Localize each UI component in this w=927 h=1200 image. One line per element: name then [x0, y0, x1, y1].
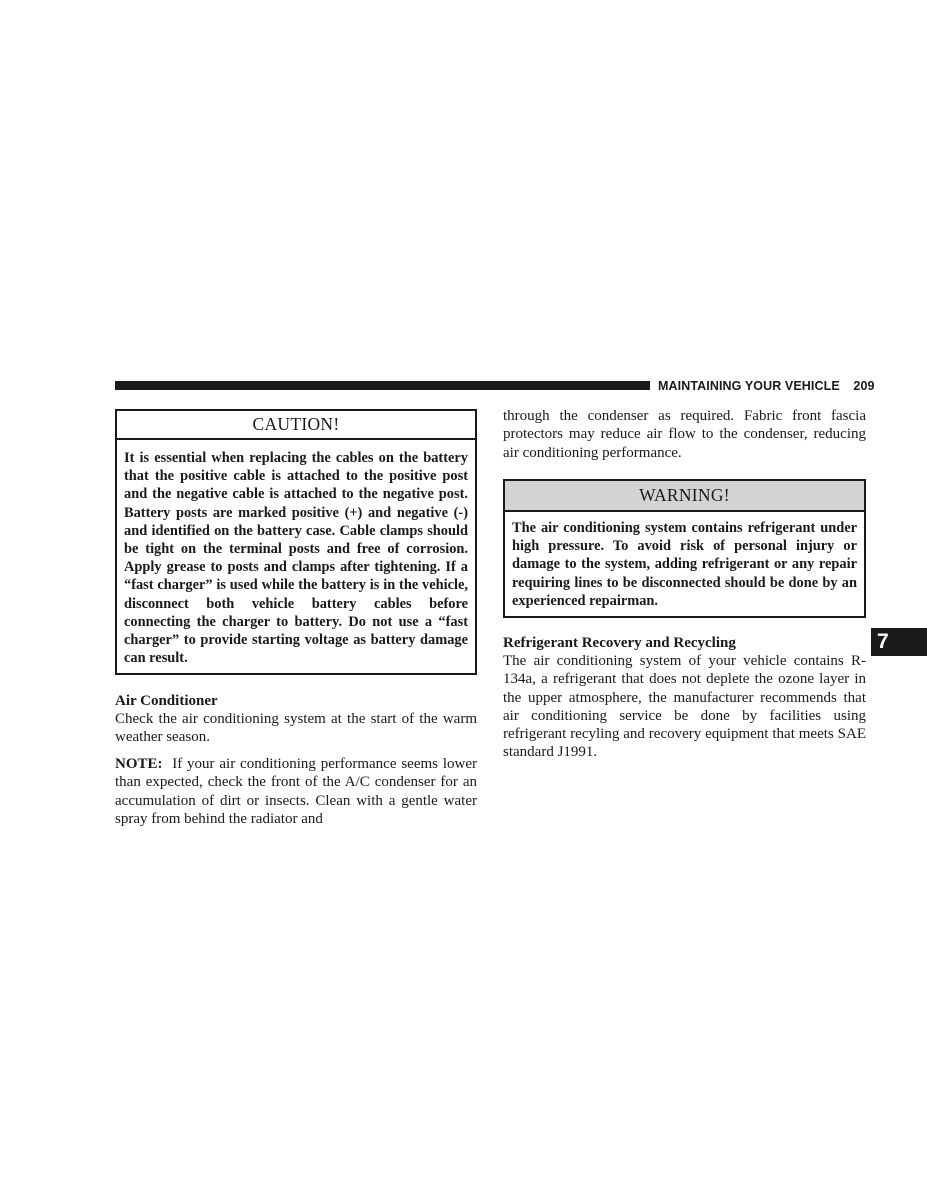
air-conditioner-heading: Air Conditioner — [115, 693, 218, 709]
refrigerant-paragraph: The air conditioning system of your vehicle contains R-134a, a refrigerant that does not deplete the ozone layer in the upper atmosphere, the manufacturer recommends that air conditioning service be done by facilities using refrigerant recyling and recovery equipment that meets SAE standard J1991. — [503, 653, 866, 761]
air-conditioner-note — [115, 755, 477, 828]
section-title: MAINTAINING YOUR VEHICLE — [658, 379, 840, 393]
header-rule — [115, 381, 650, 390]
warning-box — [503, 479, 866, 618]
air-conditioner-paragraph: Check the air conditioning system at the start of the warm weather season. — [115, 711, 477, 746]
caution-title: CAUTION! — [117, 411, 475, 440]
note-text: If your air conditioning performance seems lower than expected, check the front of the A/C condenser for an accumulation of dirt or insects. Clean with a gentle water spray from behind the radiator and — [115, 756, 477, 827]
running-header — [658, 379, 875, 393]
continuation-paragraph: through the condenser as required. Fabric front fascia protectors may reduce air flow to the condenser, reducing air conditioning performance. — [503, 408, 866, 461]
warning-body: The air conditioning system contains refrigerant under high pressure. To avoid risk of personal injury or damage to the system, adding refrigerant or any repair requiring lines to be disconnected should be done by an experienced repairman. — [512, 520, 857, 609]
caution-box — [115, 409, 477, 675]
page-number: 209 — [853, 379, 875, 393]
chapter-tab: 7 — [871, 628, 927, 656]
refrigerant-heading: Refrigerant Recovery and Recycling — [503, 635, 736, 651]
note-label: NOTE: — [115, 756, 163, 772]
caution-body: It is essential when replacing the cables on the battery that the positive cable is attached to the positive post and the negative cable is attached to the negative post. Battery posts are marked positive (+) and negative (-) and identified on the battery case. Cable clamps should be tight on the terminal posts and free of corrosion. Apply grease to posts and clamps after tightening. If a “fast charger” is used while the battery is in the vehicle, disconnect both vehicle battery cables before connecting the charger to battery. Do not use a “fast charger” to provide starting voltage as battery damage can result. — [124, 450, 468, 667]
warning-title: WARNING! — [505, 481, 864, 512]
